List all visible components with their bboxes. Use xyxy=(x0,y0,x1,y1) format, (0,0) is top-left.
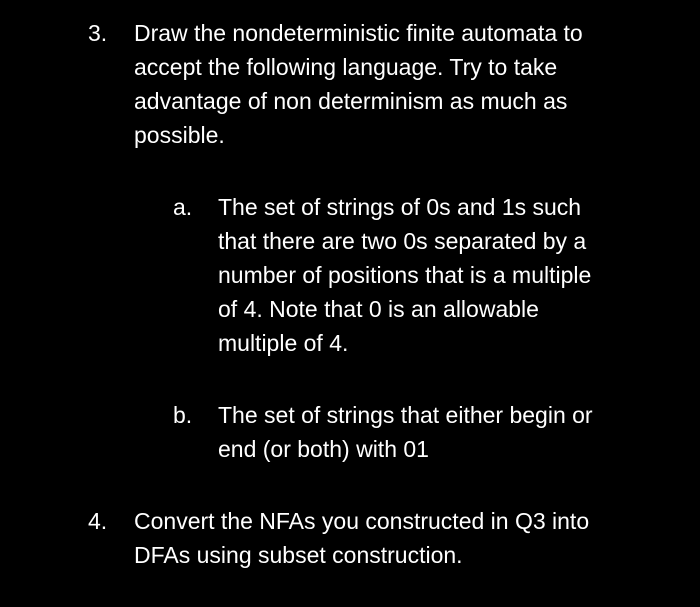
question-3 xyxy=(88,16,688,156)
question-3b-label: b. xyxy=(173,402,193,428)
question-3a-text xyxy=(218,190,591,360)
question-3a-line-3: number of positions that is a multiple xyxy=(218,262,592,288)
question-3a xyxy=(173,190,683,365)
question-3a-line-5: multiple of 4. xyxy=(218,330,349,356)
question-3-line-4: possible. xyxy=(134,122,225,148)
question-3a-line-1: The set of strings of 0s and 1s such xyxy=(218,194,582,220)
question-4-line-2: DFAs using subset construction. xyxy=(134,542,463,568)
question-3a-line-4: of 4. Note that 0 is an allowable xyxy=(218,296,539,322)
question-4 xyxy=(88,504,688,574)
question-4-number: 4. xyxy=(88,508,108,534)
question-3b-text xyxy=(218,398,593,466)
question-3b-line-1: The set of strings that either begin or xyxy=(218,402,593,428)
question-3b xyxy=(173,398,683,468)
question-3-line-1: Draw the nondeterministic finite automata to xyxy=(134,20,583,46)
question-3a-label: a. xyxy=(173,194,193,220)
question-3-text xyxy=(134,16,583,152)
question-3-number: 3. xyxy=(88,20,108,46)
question-3-line-3: advantage of non determinism as much as xyxy=(134,88,568,114)
question-3b-line-2: end (or both) with 01 xyxy=(218,436,429,462)
question-4-text xyxy=(134,504,589,572)
question-4-line-1: Convert the NFAs you constructed in Q3 into xyxy=(134,508,590,534)
question-3-line-2: accept the following language. Try to take xyxy=(134,54,558,80)
question-3a-line-2: that there are two 0s separated by a xyxy=(218,228,587,254)
